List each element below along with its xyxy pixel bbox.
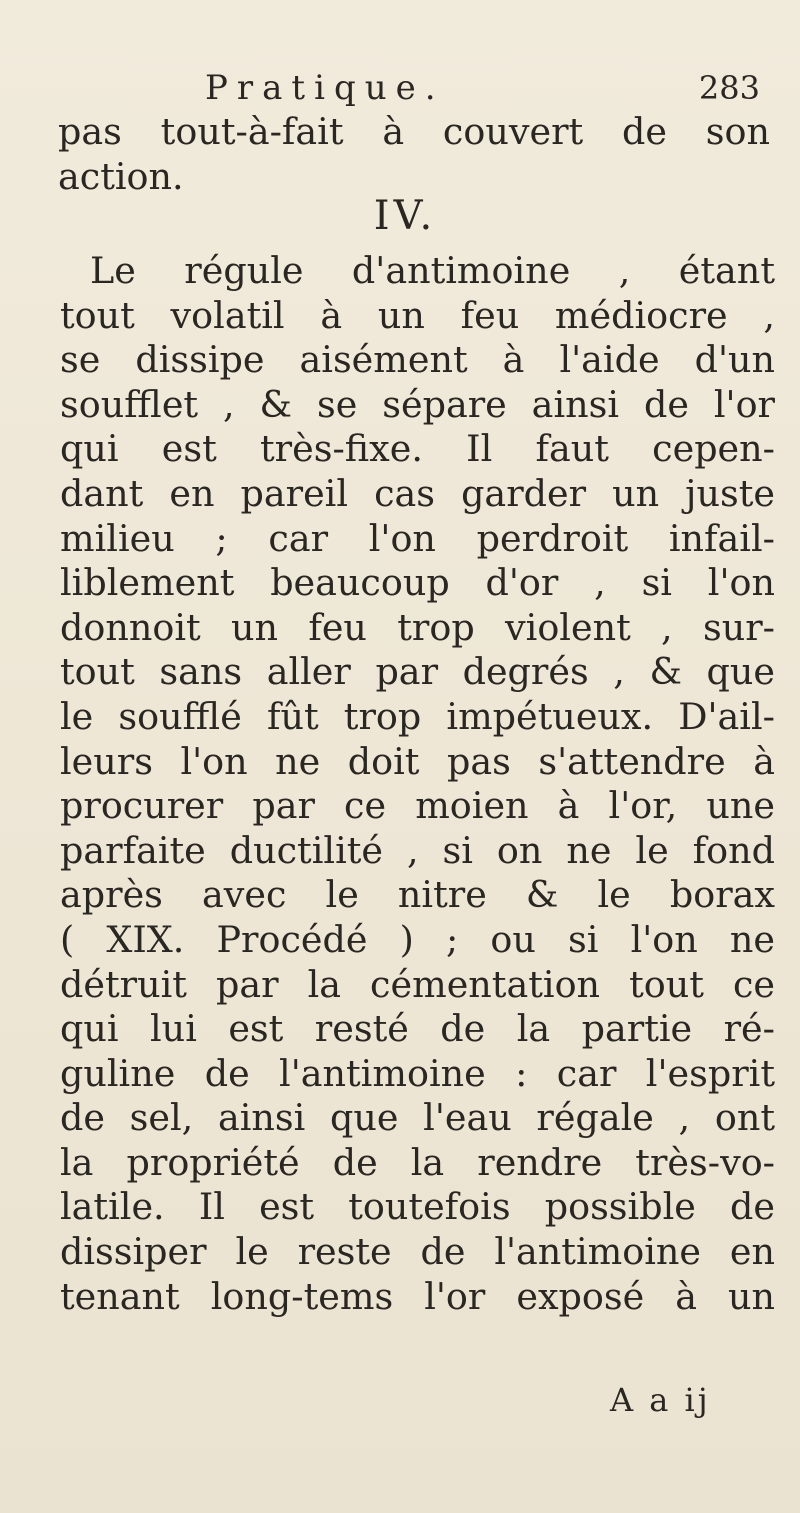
text-line: détruit par la cémentation tout ce <box>60 962 775 1006</box>
running-head: Pratique. <box>205 68 445 108</box>
text-line: leurs l'on ne doit pas s'attendre à <box>60 739 775 783</box>
text-line: le soufflé fût trop impétueux. D'ail- <box>60 694 775 738</box>
text-line: donnoit un feu trop violent , sur- <box>60 605 775 649</box>
text-line: Le régule d'antimoine , étant <box>90 249 775 292</box>
text-line: pas tout-à-fait à couvert de son <box>58 110 770 153</box>
text-line: latile. Il est toutefois possible de <box>60 1185 775 1229</box>
text-line: tout sans aller par degrés , & que <box>60 650 775 694</box>
text-line: qui lui est resté de la partie ré- <box>60 1007 775 1051</box>
paragraph <box>60 249 775 1319</box>
text-line: tenant long-tems l'or exposé à un <box>60 1274 775 1318</box>
text-line: milieu ; car l'on perdroit infail- <box>60 516 775 560</box>
page-number: 283 <box>698 69 760 107</box>
text-line: qui est très-fixe. Il faut cepen- <box>60 427 775 471</box>
text-line: tout volatil à un feu médiocre , <box>60 293 775 337</box>
text-line: dant en pareil cas garder un juste <box>60 471 775 515</box>
text-line: parfaite ductilité , si on ne le fond <box>60 828 775 872</box>
text-line: soufflet , & se sépare ainsi de l'or <box>60 382 775 426</box>
text-line: dissiper le reste de l'antimoine en <box>60 1230 775 1274</box>
text-line: action. <box>58 154 184 198</box>
text-line: la propriété de la rendre très-vo- <box>60 1140 775 1184</box>
page-header <box>205 68 760 108</box>
text-line: se dissipe aisément à l'aide d'un <box>60 338 775 382</box>
signature-mark: A a ij <box>610 1381 711 1419</box>
text-line: liblement beaucoup d'or , si l'on <box>60 561 775 605</box>
text-line: ( XIX. Procédé ) ; ou si l'on ne <box>60 917 775 961</box>
section-number: IV. <box>373 193 437 239</box>
text-line: procurer par ce moien à l'or, une <box>60 784 775 828</box>
text-line: après avec le nitre & le borax <box>60 873 775 917</box>
text-line: de sel, ainsi que l'eau régale , ont <box>60 1096 775 1140</box>
text-line: guline de l'antimoine : car l'esprit <box>60 1051 775 1095</box>
continuation-text <box>58 110 770 199</box>
